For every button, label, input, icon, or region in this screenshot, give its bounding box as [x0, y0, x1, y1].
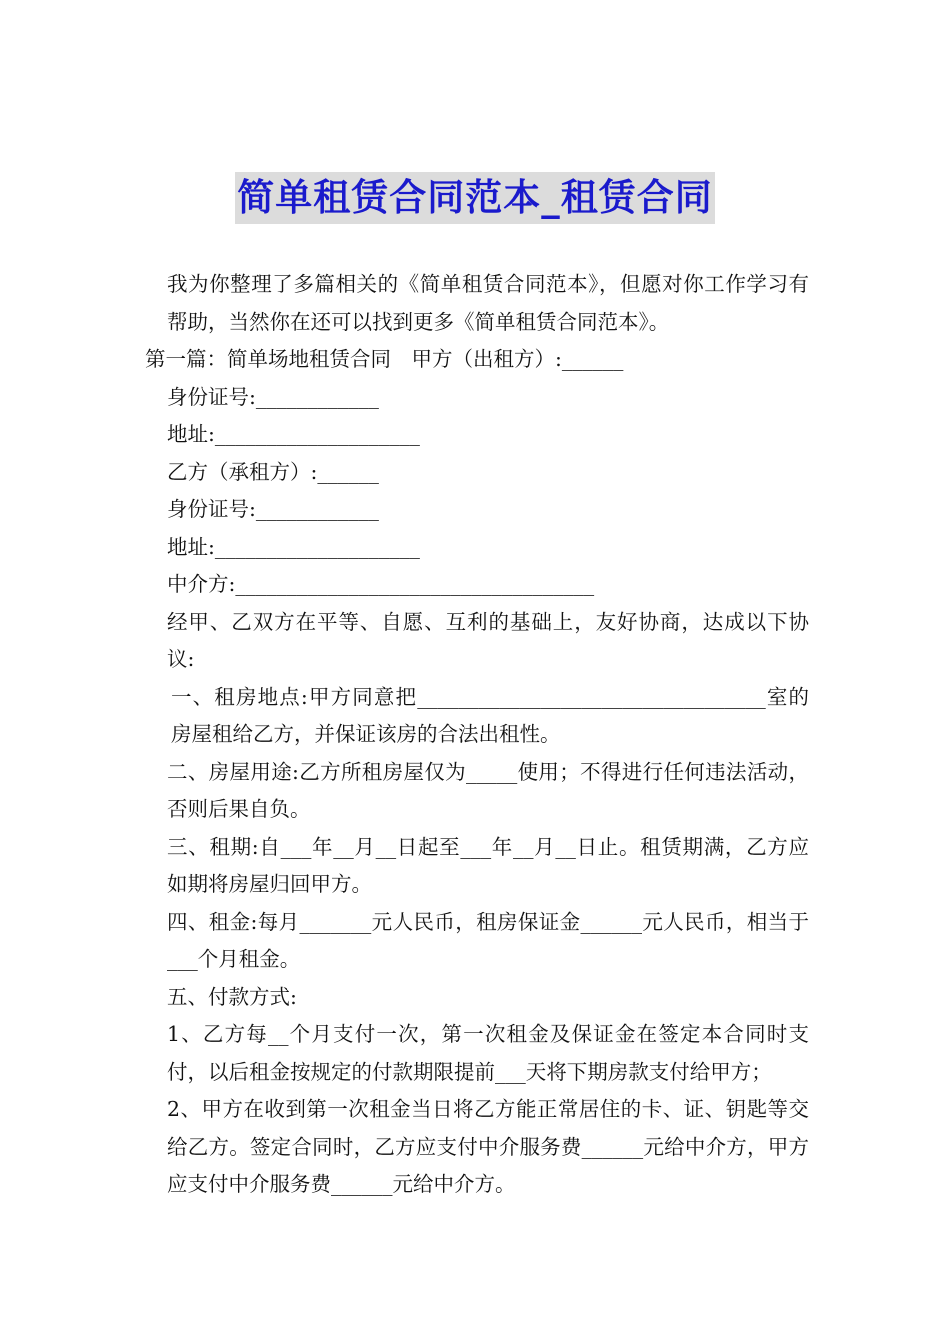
paragraph-payment-1: 1、乙方每__个月支付一次，第一次租金及保证金在签定本合同时支付，以后租金按规定的付款期限提前___天将下期房款支付给甲方；	[167, 1022, 809, 1084]
paragraph-agreement: 经甲、乙双方在平等、自愿、互利的基础上，友好协商，达成以下协议:	[167, 609, 809, 671]
paragraph-clause-3-term: 三、租期:自___年__月__日起至___年__月__日止。租赁期满，乙方应如期将房屋归回甲方。	[167, 834, 809, 896]
paragraph-party-b-address: 地址:____________________	[167, 534, 420, 559]
paragraph-party-a-id: 身份证号:____________	[167, 384, 379, 409]
paragraph-party-b: 乙方（承租方）:______	[167, 459, 379, 484]
paragraph-clause-4-rent: 四、租金:每月_______元人民币，租房保证金______元人民币，相当于___个月租金。	[167, 909, 809, 971]
document-title: 简单租赁合同范本_租赁合同	[235, 172, 715, 224]
paragraph-agent: 中介方:___________________________________	[167, 572, 595, 596]
title-container	[0, 172, 950, 224]
document-body	[145, 266, 809, 1204]
paragraph-party-b-id: 身份证号:____________	[167, 497, 379, 521]
paragraph-clause-5-payment: 五、付款方式:	[167, 984, 297, 1009]
paragraph-clause-1-location: 一、租房地点:甲方同意把__________________________________室的房屋租给乙方，并保证该房的合法出租性。	[171, 684, 809, 746]
paragraph-clause-2-usage: 二、房屋用途:乙方所租房屋仅为_____使用；不得进行任何违法活动，否则后果自负。	[167, 759, 809, 821]
paragraph-payment-2: 2、甲方在收到第一次租金当日将乙方能正常居住的卡、证、钥匙等交给乙方。签定合同时，乙方应支付中介服务费______元给中介方，甲方应支付中介服务费______元给中介方。	[167, 1097, 809, 1196]
paragraph-intro: 我为你整理了多篇相关的《简单租赁合同范本》，但愿对你工作学习有帮助，当然你在还可以找到更多《简单租赁合同范本》。	[167, 272, 809, 334]
paragraph-party-a-address: 地址:____________________	[167, 422, 420, 446]
paragraph-section-header: 第一篇：简单场地租赁合同 甲方（出租方）:______	[145, 347, 624, 371]
